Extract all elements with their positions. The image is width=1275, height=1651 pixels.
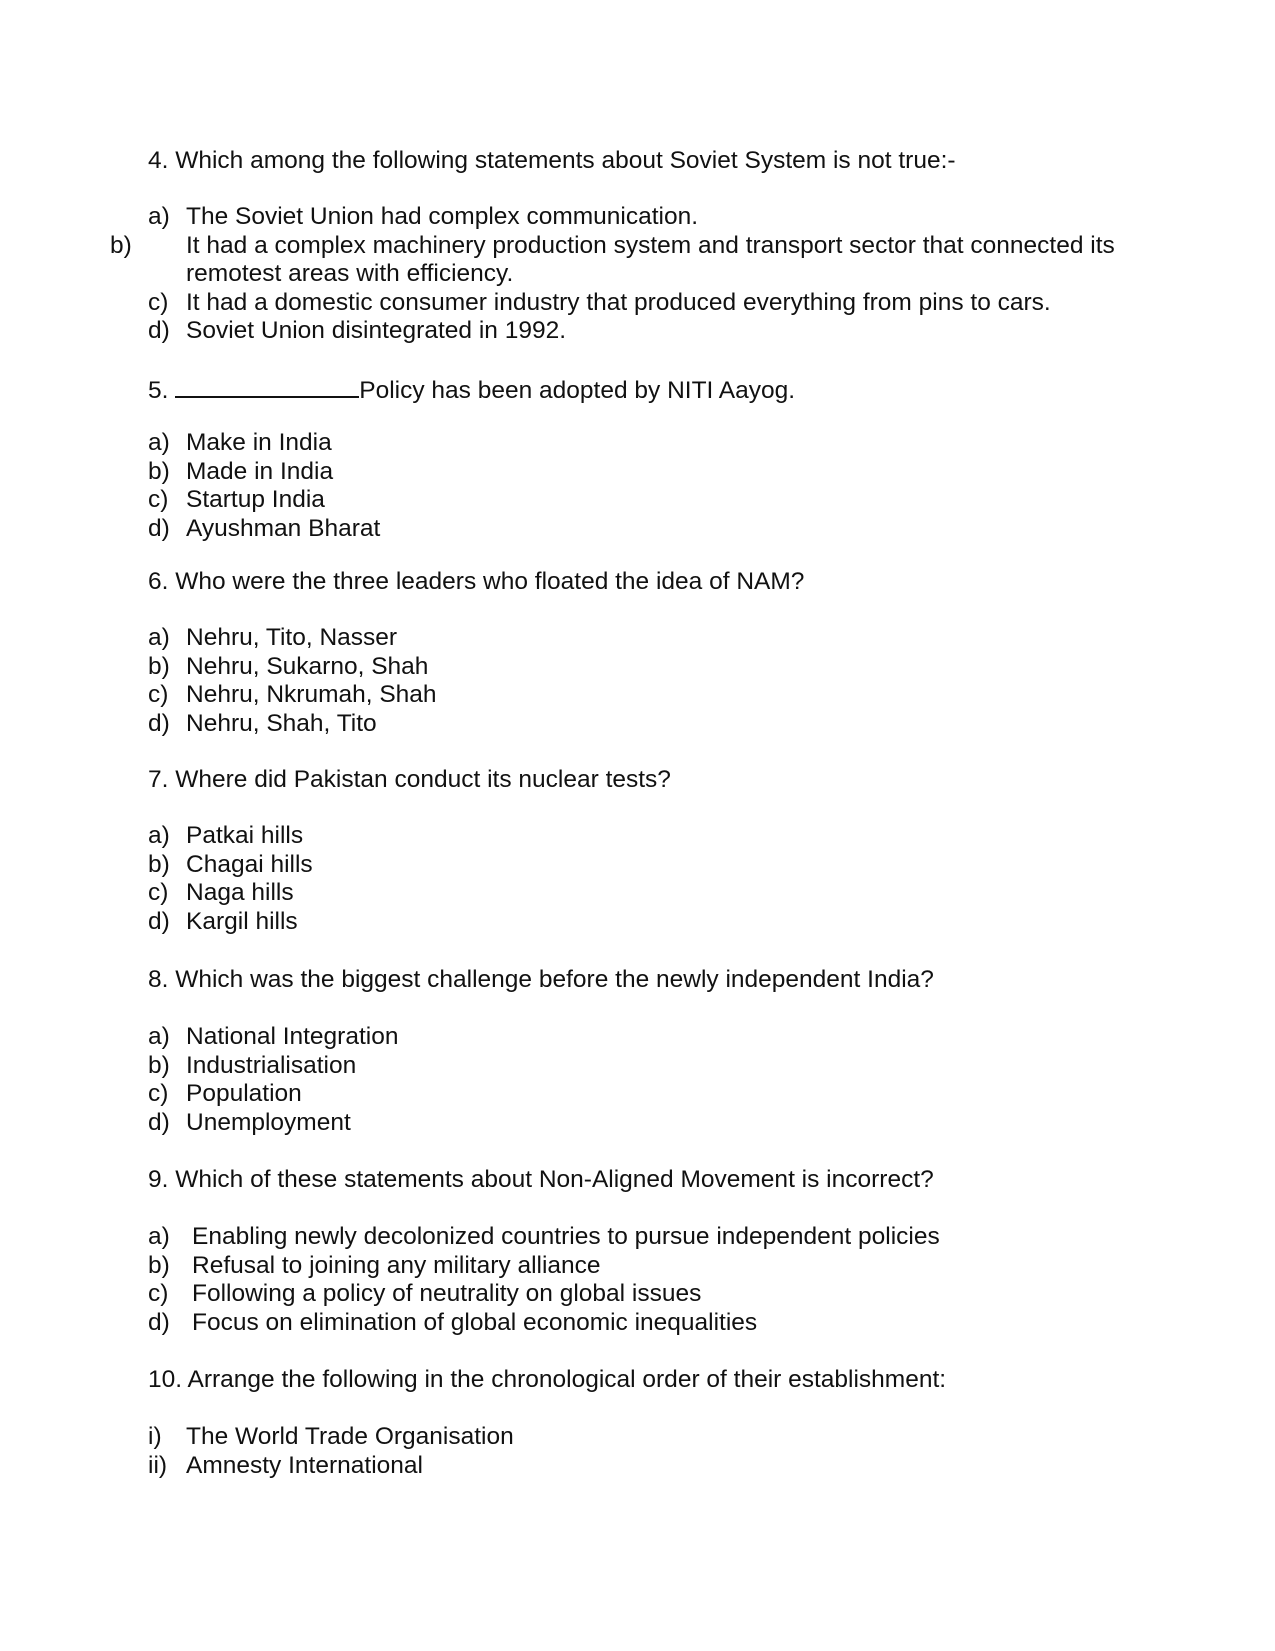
question-text: Policy has been adopted by NITI Aayog. xyxy=(359,377,796,404)
option-item xyxy=(148,458,1158,487)
option-label: b) xyxy=(110,231,132,259)
option-item xyxy=(110,231,1158,289)
option-item xyxy=(148,1452,1158,1481)
option-label: d) xyxy=(148,1308,170,1336)
option-label: d) xyxy=(148,709,170,737)
option-label: a) xyxy=(148,1223,170,1250)
option-text: Nehru, Tito, Nasser xyxy=(186,624,398,651)
option-label: b) xyxy=(148,1051,170,1079)
option-item xyxy=(148,317,1158,346)
option-text: It had a domestic consumer industry that produced everything from pins to cars. xyxy=(186,288,1051,316)
option-text: Focus on elimination of global economic inequalities xyxy=(192,1308,758,1336)
option-text: Refusal to joining any military alliance xyxy=(192,1251,601,1279)
option-label: c) xyxy=(148,1280,169,1307)
option-text: Enabling newly decolonized countries to pursue independent policies xyxy=(192,1223,940,1250)
question-number: 5. xyxy=(148,377,169,404)
option-item xyxy=(148,1080,1158,1109)
option-label: c) xyxy=(148,1080,169,1107)
question-7-options xyxy=(148,822,1158,936)
option-label: c) xyxy=(148,879,169,906)
option-item xyxy=(148,851,1158,880)
option-item xyxy=(148,1280,1158,1309)
option-label: c) xyxy=(148,288,169,316)
question-8-options xyxy=(148,1023,1158,1137)
option-item xyxy=(148,1252,1158,1281)
option-text: Amnesty International xyxy=(186,1451,423,1479)
option-item xyxy=(148,681,1158,710)
option-text: Chagai hills xyxy=(186,850,313,878)
option-item xyxy=(148,822,1158,851)
option-label: b) xyxy=(148,850,170,878)
option-item xyxy=(148,1052,1158,1081)
option-text: Naga hills xyxy=(186,879,294,906)
option-label: a) xyxy=(148,203,170,230)
option-text: Startup India xyxy=(186,486,325,513)
option-label: c) xyxy=(148,486,169,513)
option-item xyxy=(148,486,1158,515)
option-item xyxy=(148,1309,1158,1338)
option-text: It had a complex machinery production system and transport sector that connected its remotest areas with efficiency. xyxy=(186,231,1115,287)
option-text: Patkai hills xyxy=(186,822,304,849)
option-text: The World Trade Organisation xyxy=(186,1423,514,1450)
question-4-stem: 4. Which among the following statements about Soviet System is not true:- xyxy=(148,147,956,174)
option-item xyxy=(148,908,1158,937)
option-text: Soviet Union disintegrated in 1992. xyxy=(186,317,567,344)
option-item xyxy=(148,653,1158,682)
option-text: The Soviet Union had complex communication. xyxy=(186,203,699,230)
question-6-options xyxy=(148,624,1158,738)
question-4-options xyxy=(110,203,1158,346)
option-label: b) xyxy=(148,457,170,485)
question-5-stem xyxy=(148,372,1158,406)
option-text: Following a policy of neutrality on global issues xyxy=(192,1280,702,1307)
option-item xyxy=(148,1223,1158,1252)
option-label: c) xyxy=(148,681,169,708)
option-item xyxy=(148,624,1158,653)
option-item xyxy=(148,429,1158,458)
option-text: Ayushman Bharat xyxy=(186,514,381,542)
option-item xyxy=(148,879,1158,908)
option-label: a) xyxy=(148,1023,170,1050)
question-9-stem: 9. Which of these statements about Non-Aligned Movement is incorrect? xyxy=(148,1166,934,1193)
option-label: d) xyxy=(148,317,170,344)
question-8-stem: 8. Which was the biggest challenge before the newly independent India? xyxy=(148,966,934,993)
question-9-options xyxy=(148,1223,1158,1337)
question-5-options xyxy=(148,429,1158,543)
option-label: a) xyxy=(148,429,170,456)
option-text: Unemployment xyxy=(186,1108,351,1136)
question-7-stem: 7. Where did Pakistan conduct its nuclear tests? xyxy=(148,766,671,793)
option-item xyxy=(148,710,1158,739)
option-item xyxy=(148,1109,1158,1138)
option-label: b) xyxy=(148,1251,170,1279)
option-text: Nehru, Nkrumah, Shah xyxy=(186,681,437,708)
option-item xyxy=(148,289,1158,318)
option-text: Nehru, Sukarno, Shah xyxy=(186,652,429,680)
fill-in-blank xyxy=(175,372,359,398)
option-label: ii) xyxy=(148,1451,168,1479)
option-item xyxy=(148,1423,1158,1452)
option-text: Nehru, Shah, Tito xyxy=(186,709,377,737)
option-label: d) xyxy=(148,514,170,542)
option-label: i) xyxy=(148,1423,162,1450)
option-item xyxy=(148,203,1158,232)
option-text: Made in India xyxy=(186,457,334,485)
question-10-stem: 10. Arrange the following in the chronological order of their establishment: xyxy=(148,1366,947,1393)
option-item xyxy=(148,515,1158,544)
option-text: National Integration xyxy=(186,1023,399,1050)
option-label: a) xyxy=(148,822,170,849)
question-10-options xyxy=(148,1423,1158,1480)
question-6-stem: 6. Who were the three leaders who floated the idea of NAM? xyxy=(148,568,805,595)
option-text: Industrialisation xyxy=(186,1051,357,1079)
option-label: b) xyxy=(148,652,170,680)
option-text: Population xyxy=(186,1080,302,1107)
option-text: Make in India xyxy=(186,429,332,456)
option-label: d) xyxy=(148,1108,170,1136)
option-text: Kargil hills xyxy=(186,907,298,935)
option-label: d) xyxy=(148,907,170,935)
option-item xyxy=(148,1023,1158,1052)
option-label: a) xyxy=(148,624,170,651)
